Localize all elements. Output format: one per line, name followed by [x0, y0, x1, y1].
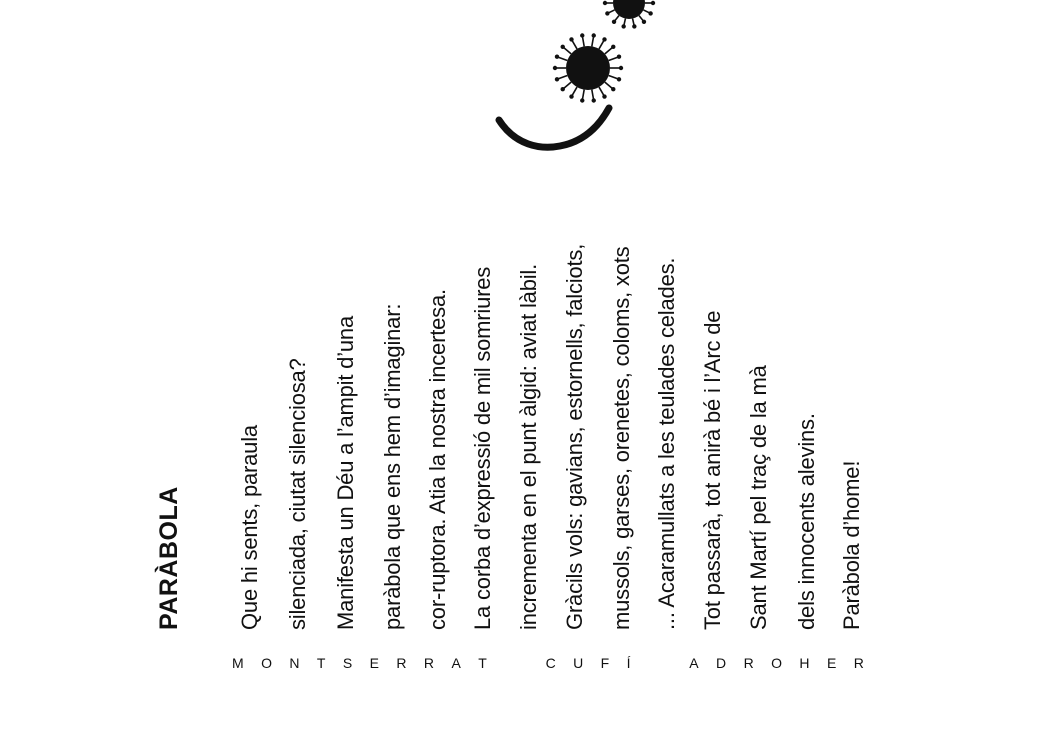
poem-line: incrementa en el punt àlgid: aviat làbil. [516, 263, 541, 630]
virus-icon [553, 33, 623, 102]
poem-line: La corba d’expressió de mil somriures [470, 266, 495, 630]
poem-line: dels innocents alevins. [794, 413, 819, 630]
poem-line: Tot passarà, tot anirà bé i l’Arc de [700, 310, 725, 630]
poem-line: silenciada, ciutat silenciosa? [285, 358, 310, 630]
poem-line: Sant Martí pel traç de la mà [746, 365, 771, 630]
poem-title: PARÀBOLA [155, 486, 183, 630]
poem-line: ... Acaramullats a les teulades celades. [654, 257, 679, 630]
poem-line: paràbola que ens hem d’imaginar: [380, 303, 405, 630]
poem-line: Manifesta un Déu a l’ampit d’una [333, 315, 358, 630]
poem-line: mussols, garses, orenetes, coloms, xots [609, 246, 634, 630]
smile-curve [499, 108, 609, 147]
poem-line: Que hi sents, paraula [237, 425, 262, 630]
virus-icon [603, 0, 655, 29]
poem-line: Paràbola d’home! [839, 460, 864, 630]
poem-line: Gràcils vols: gavians, estornells, falciots, [562, 243, 587, 630]
author-name: M O N T S E R R A T C U F Í A D R O H E R [232, 655, 864, 671]
poem-line: cor-ruptora. Atia la nostra incertesa. [425, 289, 450, 630]
